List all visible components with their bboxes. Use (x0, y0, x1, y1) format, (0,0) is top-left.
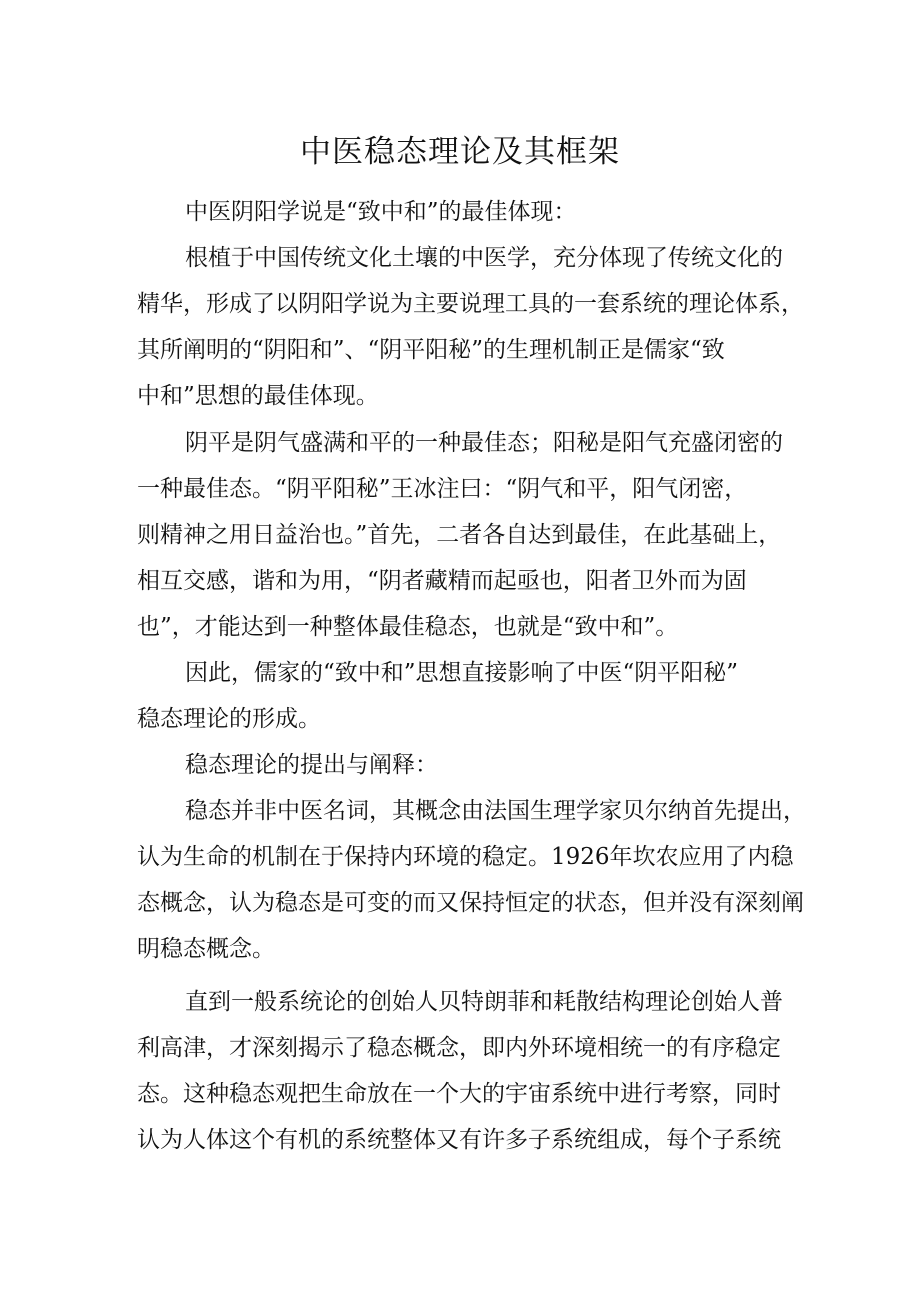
paragraph-line: 其所阐明的“阴阳和”、“阴平阳秘”的生理机制正是儒家“致 (137, 337, 725, 363)
paragraph-line: 一种最佳态。“阴平阳秘”王冰注曰：“阴气和平，阳气闭密， (137, 476, 748, 502)
section-heading: 中医阴阳学说是“致中和”的最佳体现： (185, 199, 577, 225)
paragraph-line: 稳态理论的形成。 (137, 706, 321, 732)
paragraph-line: 则精神之用日益治也。”首先，二者各自达到最佳，在此基础上， (137, 522, 782, 548)
section-heading: 稳态理论的提出与阐释： (185, 752, 438, 778)
paragraph-line: 也”，才能达到一种整体最佳稳态，也就是“致中和”。 (137, 614, 679, 640)
paragraph-line: 因此，儒家的“致中和”思想直接影响了中医“阴平阳秘” (185, 660, 739, 686)
paragraph-line: 相互交感，谐和为用，“阴者藏精而起亟也，阳者卫外而为固 (137, 568, 747, 594)
paragraph-line: 认为生命的机制在于保持内环境的稳定。1926年坎农应用了内稳 (137, 844, 794, 870)
paragraph-line: 利高津，才深刻揭示了稳态概念，即内外环境相统一的有序稳定 (137, 1035, 781, 1061)
paragraph-line: 稳态并非中医名词，其概念由法国生理学家贝尔纳首先提出， (185, 798, 806, 824)
paragraph-line: 根植于中国传统文化土壤的中医学，充分体现了传统文化的 (185, 245, 783, 271)
paragraph-line: 明稳态概念。 (137, 936, 275, 962)
paragraph-line: 精华，形成了以阴阳学说为主要说理工具的一套系统的理论体系， (137, 291, 804, 317)
paragraph-line: 阴平是阴气盛满和平的一种最佳态；阳秘是阳气充盛闭密的 (185, 430, 783, 456)
paragraph-line: 中和”思想的最佳体现。 (137, 383, 379, 409)
document-title: 中医稳态理论及其框架 (300, 134, 620, 170)
paragraph-line: 态概念，认为稳态是可变的而又保持恒定的状态，但并没有深刻阐 (137, 890, 804, 916)
paragraph-line: 态。这种稳态观把生命放在一个大的宇宙系统中进行考察，同时 (137, 1081, 781, 1107)
paragraph-line: 认为人体这个有机的系统整体又有许多子系统组成，每个子系统 (137, 1127, 781, 1153)
paragraph-line: 直到一般系统论的创始人贝特朗菲和耗散结构理论创始人普 (185, 989, 783, 1015)
